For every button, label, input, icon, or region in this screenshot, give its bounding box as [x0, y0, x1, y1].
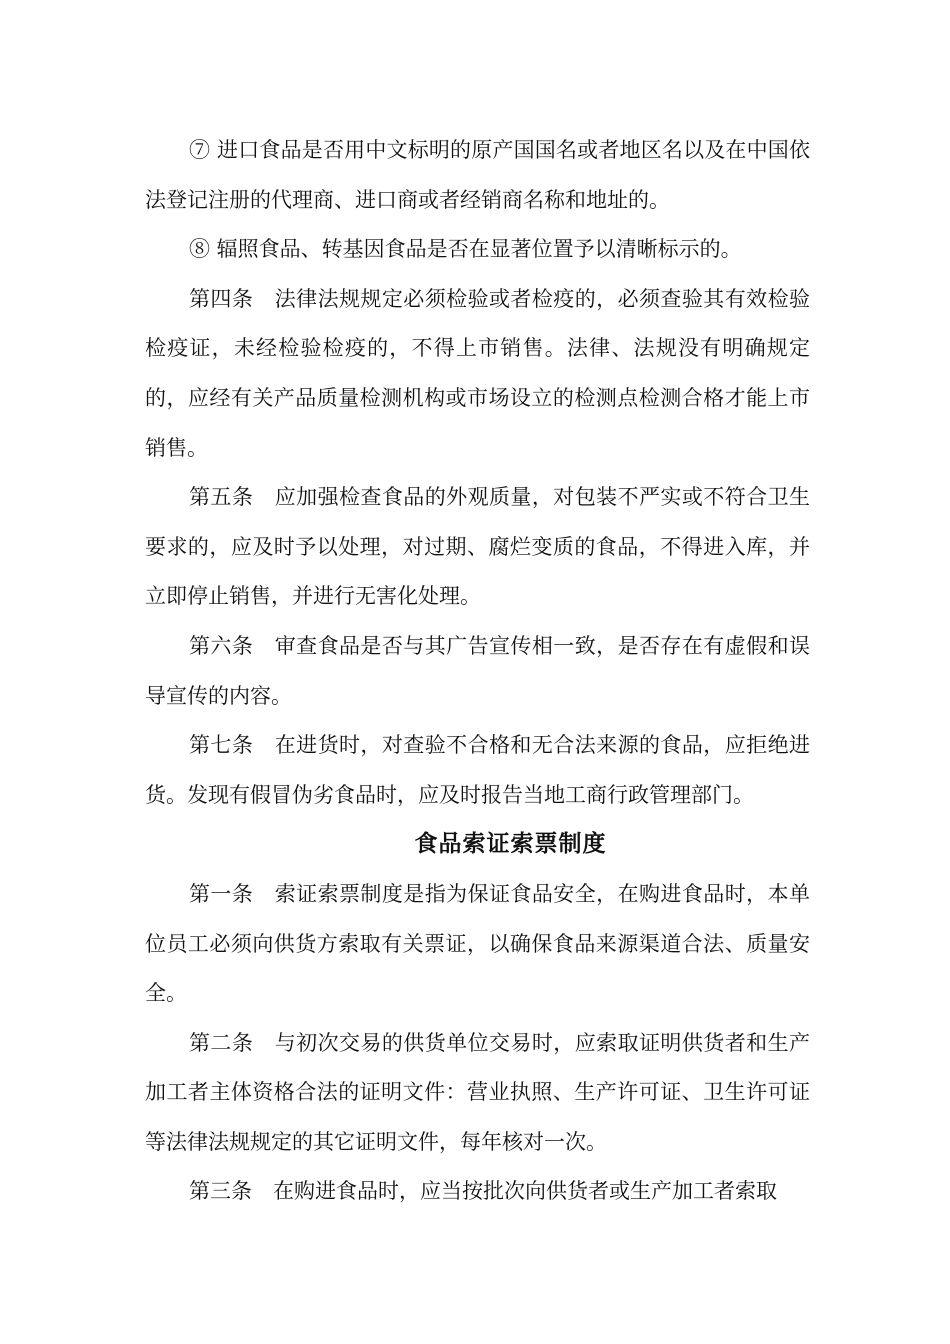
paragraph-section-article-2: 第二条 与初次交易的供货单位交易时，应索取证明供货者和生产加工者主体资格合法的证明文件：营业执照、生产许可证、卫生许可证等法律法规规定的其它证明文件，每年核对一次。 — [145, 1030, 810, 1154]
paragraph-item-7: ⑦ 进口食品是否用中文标明的原产国国名或者地区名以及在中国依法登记注册的代理商、进口商或者经销商名称和地址的。 — [145, 138, 810, 212]
paragraph-article-5: 第五条 应加强检查食品的外观质量，对包装不严实或不符合卫生要求的，应及时予以处理，对过期、腐烂变质的食品，不得进入库，并立即停止销售，并进行无害化处理。 — [145, 485, 810, 609]
paragraph-article-4: 第四条 法律法规规定必须检验或者检疫的，必须查验其有效检验检疫证，未经检验检疫的，不得上市销售。法律、法规没有明确规定的，应经有关产品质量检测机构或市场设立的检测点检测合格才能上市销售。 — [145, 286, 810, 460]
paragraph-section-article-3: 第三条 在购进食品时，应当按批次向供货者或生产加工者索取 — [189, 1179, 777, 1204]
paragraph-section-article-1: 第一条 索证索票制度是指为保证食品安全，在购进食品时，本单位员工必须向供货方索取有关票证，以确保食品来源渠道合法、质量安全。 — [145, 881, 810, 1006]
section-title: 食品索证索票制度 — [414, 831, 607, 858]
document-body — [145, 126, 810, 1217]
paragraph-article-7: 第七条 在进货时，对查验不合格和无合法来源的食品，应拒绝进货。发现有假冒伪劣食品时，应及时报告当地工商行政管理部门。 — [145, 733, 810, 807]
paragraph-item-8: ⑧ 辐照食品、转基因食品是否在显著位置予以清晰标示的。 — [189, 237, 742, 262]
paragraph-article-6: 第六条 审查食品是否与其广告宣传相一致，是否存在有虚假和误导宣传的内容。 — [145, 633, 810, 708]
